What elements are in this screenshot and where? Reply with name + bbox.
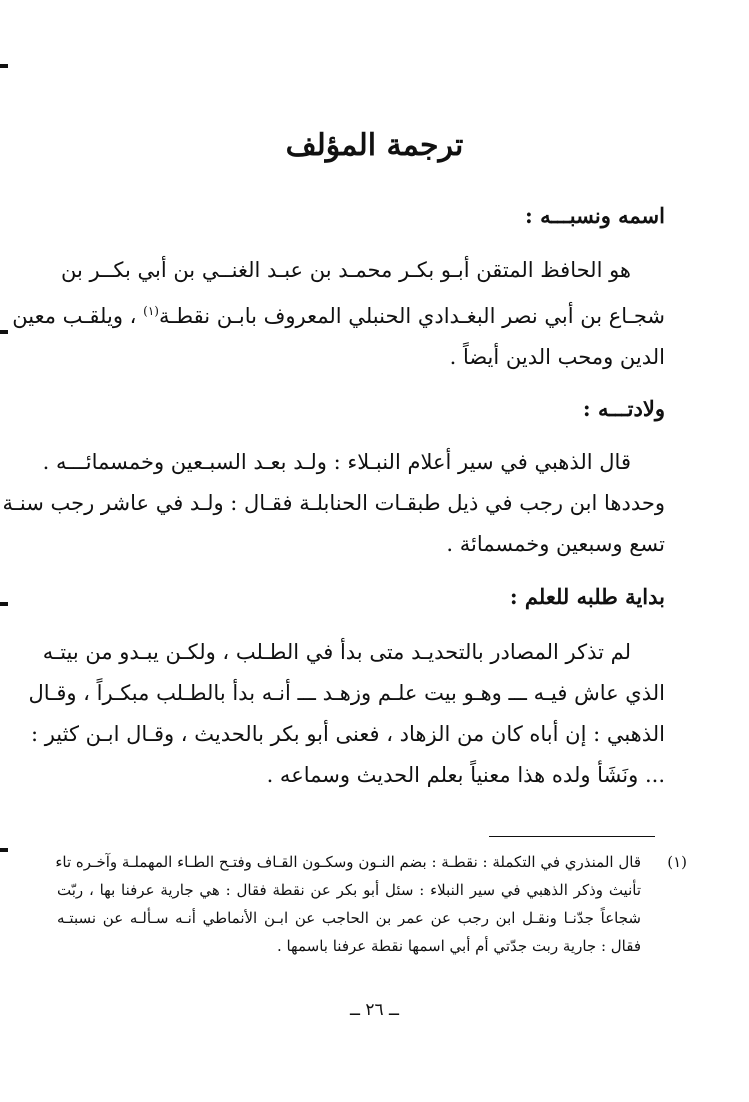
section-paragraph-birth xyxy=(2,442,665,565)
footnote-line: شجاعاً جدّنـا ونقـل ابن رجب عن عمر بن الحاجب عن ابـن الأنماطي أنـه سـألـه عن نسبتـه xyxy=(57,909,641,927)
paragraph-line: الدين ومحب الدين أيضاً . xyxy=(449,345,665,369)
footnote-line: فقال : جارية ربت جدّتي أم أبي اسمها نقطة عرفنا باسمها . xyxy=(276,937,641,955)
paragraph-line-tail: ، ويلقـب معين xyxy=(12,304,144,328)
footnote-divider xyxy=(489,836,655,837)
section-paragraph-seeking-knowledge xyxy=(28,632,665,796)
paragraph-line: وحددها ابن رجب في ذيل طبقـات الحنابلـة فقـال : ولـد في عاشر رجب سنـة xyxy=(2,491,665,515)
section-paragraph-name-lineage xyxy=(12,250,665,378)
footnote-body xyxy=(57,848,641,960)
section-heading-birth: ولادتـــه : xyxy=(582,396,665,421)
paragraph-line-text: شجـاع بن أبي نصر البغـدادي الحنبلي المعروف بابـن نقطـة xyxy=(158,304,665,328)
footnote-line: قال المنذري في التكملة : نقطـة : بضم النـون وسكـون القـاف وفتـح الطـاء المهملـة وآخـره تاء xyxy=(55,853,641,871)
footnote xyxy=(57,848,687,960)
footnote-line: تأنيث وذكر الذهبي في سير النبلاء : سئل أبو بكر عن نقطة فقال : هي جارية عرفنا بها ، ربّت xyxy=(57,881,641,899)
margin-mark xyxy=(0,64,8,68)
section-heading-name-lineage: اسمه ونسبـــه : xyxy=(525,203,665,228)
footnote-number: (١) xyxy=(667,853,687,871)
paragraph-line: هو الحافظ المتقن أبـو بكـر محمـد بن عبـد الغنــي بن أبي بكــر بن xyxy=(60,258,631,282)
paragraph-line: ... ونَشَأ ولده هذا معنياً بعلم الحديث وسماعه . xyxy=(266,763,665,787)
paragraph-line xyxy=(12,291,665,337)
margin-mark xyxy=(0,848,8,852)
paragraph-line: قال الذهبي في سير أعلام النبـلاء : ولـد بعـد السبـعين وخمسمائـــه . xyxy=(42,450,631,474)
paragraph-line: الذهبي : إن أباه كان من الزهاد ، فعنى أبو بكر بالحديث ، وقـال ابـن كثير : xyxy=(30,722,665,746)
paragraph-line: تسع وسبعين وخمسمائة . xyxy=(446,532,665,556)
footnote-reference[interactable]: (١) xyxy=(143,304,159,318)
page-title: ترجمة المؤلف xyxy=(285,128,464,163)
paragraph-line: لم تذكر المصادر بالتحديـد متى بدأ في الطـلب ، ولكـن يبـدو من بيتـه xyxy=(42,640,631,664)
paragraph-line: الذي عاش فيـه ـــ وهـو بيت علـم وزهـد ـــ أنـه بدأ بالطـلب مبكـراً ، وقـال xyxy=(28,681,665,705)
margin-mark xyxy=(0,330,8,334)
margin-mark xyxy=(0,602,8,606)
page-number: ــ ٢٦ ــ xyxy=(349,1000,399,1020)
section-heading-seeking-knowledge: بداية طلبه للعلم : xyxy=(509,584,665,609)
